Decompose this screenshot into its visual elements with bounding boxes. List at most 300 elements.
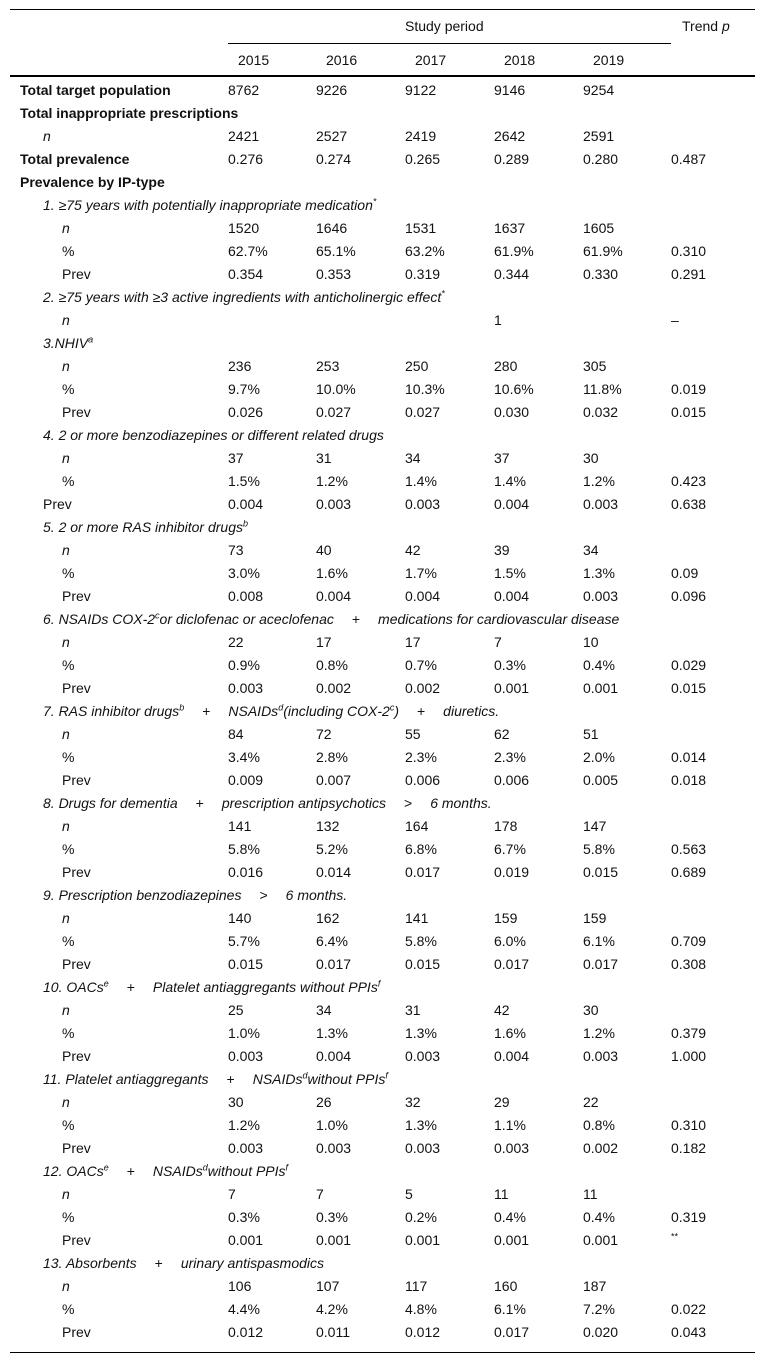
- year-value: 30: [583, 1001, 599, 1018]
- row-label: [10, 1159, 755, 1182]
- row-label: [10, 423, 755, 446]
- year-value: 0.003: [583, 495, 619, 512]
- label-text: %: [62, 380, 75, 397]
- year-value: 25: [228, 1001, 244, 1018]
- table-row: [10, 561, 755, 584]
- year-value: [405, 170, 494, 193]
- year-value: 0.004: [316, 587, 352, 604]
- year-value: 7: [494, 633, 502, 650]
- row-label: [10, 515, 755, 538]
- year-value: 0.353: [316, 265, 352, 282]
- label-text: 3.NHIV: [43, 334, 89, 351]
- year-value: 1: [494, 311, 502, 328]
- year-value: 0.009: [228, 771, 264, 788]
- row-label: [10, 561, 228, 584]
- trend-p-value: [671, 630, 755, 653]
- table-row: [10, 630, 755, 653]
- year-value: 0.017: [494, 1323, 530, 1340]
- row-label: [10, 124, 228, 147]
- trend-p-value: 0.487: [671, 150, 707, 167]
- year-value: [316, 101, 405, 124]
- row-label: [10, 469, 228, 492]
- label-text: %: [62, 242, 75, 259]
- table-row: [10, 722, 755, 745]
- label-text: Prev: [62, 265, 91, 282]
- footnote-mark: c: [155, 609, 160, 620]
- table-row: [10, 653, 755, 676]
- year-value: 117: [405, 1277, 428, 1294]
- year-value: 10.0%: [316, 380, 356, 397]
- year-value: 63.2%: [405, 242, 445, 259]
- trend-p-value: 0.043: [671, 1323, 707, 1340]
- study-period-underline: [228, 43, 671, 44]
- table-row: [10, 124, 755, 147]
- table-row: [10, 285, 755, 308]
- year-value: 0.344: [494, 265, 530, 282]
- table-row: [10, 308, 755, 331]
- label-text: Prev: [62, 863, 91, 880]
- row-label: [10, 285, 755, 308]
- operator-symbol: +: [416, 702, 426, 719]
- year-value: [316, 170, 405, 193]
- label-text: n: [62, 1093, 70, 1110]
- table-row: [10, 929, 755, 952]
- year-value: 10: [583, 633, 599, 650]
- label-text: %: [62, 656, 75, 673]
- row-label: [10, 400, 228, 423]
- year-value: 34: [583, 541, 599, 558]
- year-value: 0.3%: [316, 1208, 348, 1225]
- year-value: 0.4%: [583, 1208, 615, 1225]
- row-label: [10, 1297, 228, 1320]
- year-value: 65.1%: [316, 242, 356, 259]
- year-value: 0.004: [405, 587, 441, 604]
- year-value: 0.7%: [405, 656, 437, 673]
- year-value: 0.008: [228, 587, 264, 604]
- table-row: [10, 538, 755, 561]
- year-value: 11: [583, 1185, 598, 1202]
- label-text: n: [62, 817, 70, 834]
- year-value: 1.6%: [494, 1024, 526, 1041]
- label-text: Prev: [62, 403, 91, 420]
- year-value: 0.019: [494, 863, 530, 880]
- year-value: 2527: [316, 127, 348, 144]
- table-row: [10, 1205, 755, 1228]
- year-value: 10.3%: [405, 380, 445, 397]
- table-row: [10, 1021, 755, 1044]
- year-value: 280: [494, 357, 518, 374]
- table-row: [10, 1182, 755, 1205]
- year-value: 9122: [405, 81, 437, 98]
- table-row: [10, 814, 755, 837]
- trend-p-value: [671, 1090, 755, 1113]
- trend-p-value: [671, 998, 755, 1021]
- row-label: [10, 1205, 228, 1228]
- label-text: Prev: [62, 1323, 91, 1340]
- trend-p-value: [671, 1228, 755, 1251]
- trend-p-value: 0.308: [671, 955, 707, 972]
- label-text: n: [62, 909, 70, 926]
- year-value: 0.001: [583, 1231, 619, 1248]
- year-value: 0.005: [583, 771, 619, 788]
- year-value: 22: [583, 1093, 599, 1110]
- year-value: 0.014: [316, 863, 352, 880]
- year-value: 0.003: [405, 1139, 441, 1156]
- table-row: [10, 998, 755, 1021]
- year-value: 305: [583, 357, 607, 374]
- row-label: [10, 607, 755, 630]
- operator-symbol: +: [202, 702, 211, 719]
- operator-symbol: +: [154, 1254, 163, 1271]
- footnote-mark: d: [278, 701, 284, 712]
- label-text: Total inappropriate prescriptions: [20, 104, 239, 121]
- year-value: 32: [405, 1093, 421, 1110]
- year-value: 0.015: [405, 955, 441, 972]
- year-value: [316, 308, 405, 331]
- footnote-mark: *: [441, 287, 445, 298]
- year-value: 0.001: [494, 679, 530, 696]
- year-value: [583, 308, 671, 331]
- trend-p-value: 0.291: [671, 265, 707, 282]
- year-value: 22: [228, 633, 244, 650]
- year-value: 2.3%: [494, 748, 526, 765]
- table-row: [10, 699, 755, 722]
- table-row: [10, 469, 755, 492]
- year-value: 0.001: [316, 1231, 352, 1248]
- year-value: 29: [494, 1093, 510, 1110]
- table-row: [10, 952, 755, 975]
- year-value: 0.2%: [405, 1208, 437, 1225]
- table-row: [10, 768, 755, 791]
- year-value: 26: [316, 1093, 332, 1110]
- table-row: [10, 975, 755, 998]
- row-label: [10, 998, 228, 1021]
- year-value: 0.004: [494, 1047, 530, 1064]
- year-value: 5: [405, 1185, 413, 1202]
- table-row: [10, 354, 755, 377]
- label-text: 5. 2 or more RAS inhibitor drugs: [43, 518, 243, 535]
- year-header: 2016: [326, 52, 358, 68]
- year-value: 2421: [228, 127, 260, 144]
- year-value: 1.5%: [228, 472, 260, 489]
- year-value: 42: [405, 541, 421, 558]
- label-text: (including COX-2: [283, 702, 390, 719]
- label-text: NSAIDs: [252, 1070, 303, 1087]
- trend-p-value: [671, 1182, 755, 1205]
- year-value: 2.8%: [316, 748, 348, 765]
- trend-p-value: 0.015: [671, 403, 707, 420]
- year-value: 0.007: [316, 771, 352, 788]
- year-value: 0.003: [228, 1047, 264, 1064]
- year-value: 0.017: [583, 955, 619, 972]
- table-row: [10, 1067, 755, 1090]
- row-label: [10, 975, 755, 998]
- year-header: 2019: [593, 52, 625, 68]
- label-text: %: [62, 564, 75, 581]
- row-label: [10, 768, 228, 791]
- label-text: 10. OACs: [43, 978, 104, 995]
- year-value: 4.4%: [228, 1300, 260, 1317]
- row-label: [10, 147, 228, 170]
- row-label: [10, 216, 228, 239]
- year-value: 1.6%: [316, 564, 348, 581]
- bottom-rule: [10, 1352, 755, 1353]
- year-value: 1.3%: [316, 1024, 348, 1041]
- label-text: n: [62, 311, 70, 328]
- row-label: [10, 1274, 228, 1297]
- trend-p-value: 0.638: [671, 495, 707, 512]
- table-row: [10, 676, 755, 699]
- year-value: 0.017: [494, 955, 530, 972]
- label-text: Platelet antiaggregants without PPIs: [152, 978, 378, 995]
- row-label: [10, 952, 228, 975]
- table-row: [10, 1090, 755, 1113]
- row-label: [10, 239, 228, 262]
- row-label: [10, 1067, 755, 1090]
- footnote-mark: f: [377, 977, 381, 988]
- year-value: 11: [494, 1185, 509, 1202]
- year-value: 3.0%: [228, 564, 260, 581]
- year-value: 62.7%: [228, 242, 268, 259]
- year-value: 0.003: [494, 1139, 530, 1156]
- year-value: 39: [494, 541, 510, 558]
- label-text: n: [62, 725, 70, 742]
- year-value: 9.7%: [228, 380, 260, 397]
- trend-p-value: [671, 1274, 755, 1297]
- row-label: [10, 446, 228, 469]
- year-value: 17: [316, 633, 332, 650]
- trend-p-value: 0.689: [671, 863, 707, 880]
- year-value: 5.8%: [405, 932, 437, 949]
- year-value: 0.006: [405, 771, 441, 788]
- year-value: [583, 101, 671, 124]
- year-value: 10.6%: [494, 380, 534, 397]
- footnote-mark: **: [671, 1230, 679, 1241]
- table-row: [10, 791, 755, 814]
- row-label: [10, 78, 228, 101]
- year-value: 1.3%: [405, 1024, 437, 1041]
- year-value: 4.2%: [316, 1300, 348, 1317]
- trend-p-value: [671, 814, 755, 837]
- trend-p-value: [671, 354, 755, 377]
- footnote-mark: c: [389, 701, 395, 712]
- label-text: Prev: [62, 1231, 91, 1248]
- year-value: 30: [583, 449, 599, 466]
- study-period-header: Study period: [405, 18, 484, 34]
- year-header: 2015: [238, 52, 270, 68]
- year-value: 0.003: [228, 1139, 264, 1156]
- year-value: 9254: [583, 81, 615, 98]
- row-label: [10, 814, 228, 837]
- trend-p-header: Trend p: [682, 18, 730, 34]
- trend-p-value: [671, 170, 755, 193]
- row-label: [10, 262, 228, 285]
- operator-symbol: >: [404, 794, 413, 811]
- year-value: 107: [316, 1277, 340, 1294]
- row-label: [10, 354, 228, 377]
- label-text: without PPIs: [307, 1070, 386, 1087]
- year-value: [405, 101, 494, 124]
- trend-p-value: [671, 906, 755, 929]
- year-value: 253: [316, 357, 340, 374]
- year-value: 17: [405, 633, 421, 650]
- year-value: 11.8%: [583, 380, 622, 397]
- label-text: Prev: [62, 771, 91, 788]
- year-value: 1.4%: [494, 472, 526, 489]
- year-value: 0.265: [405, 150, 441, 167]
- row-label: [10, 1182, 228, 1205]
- year-value: 0.003: [583, 1047, 619, 1064]
- year-value: 0.004: [494, 587, 530, 604]
- year-value: 30: [228, 1093, 244, 1110]
- year-value: 72: [316, 725, 332, 742]
- year-value: 0.017: [405, 863, 441, 880]
- year-value: 2.3%: [405, 748, 437, 765]
- year-value: [494, 170, 583, 193]
- row-label: [10, 308, 228, 331]
- year-value: 0.4%: [494, 1208, 526, 1225]
- label-text: Total prevalence: [20, 150, 130, 167]
- year-value: [583, 170, 671, 193]
- year-value: 0.004: [228, 495, 264, 512]
- year-value: 0.030: [494, 403, 530, 420]
- trend-p-value: 0.014: [671, 748, 707, 765]
- row-label: [10, 653, 228, 676]
- year-value: 0.027: [405, 403, 441, 420]
- row-label: [10, 538, 228, 561]
- trend-p-value: [671, 216, 755, 239]
- label-text: 9. Prescription benzodiazepines: [43, 886, 242, 903]
- label-text: without PPIs: [207, 1162, 286, 1179]
- table-row: [10, 515, 755, 538]
- year-value: 0.001: [583, 679, 619, 696]
- year-value: 141: [228, 817, 252, 834]
- year-value: 0.4%: [583, 656, 615, 673]
- year-value: 6.8%: [405, 840, 437, 857]
- year-value: 162: [316, 909, 340, 926]
- year-value: 0.330: [583, 265, 619, 282]
- label-text: 7. RAS inhibitor drugs: [43, 702, 180, 719]
- table-row: [10, 1251, 755, 1274]
- trend-p-value: 0.563: [671, 840, 707, 857]
- table-row: [10, 170, 755, 193]
- year-value: 42: [494, 1001, 510, 1018]
- year-value: 147: [583, 817, 607, 834]
- year-value: 1.4%: [405, 472, 437, 489]
- label-text: %: [62, 472, 75, 489]
- label-text: Prev: [62, 1047, 91, 1064]
- year-value: 0.003: [316, 1139, 352, 1156]
- table-row: [10, 1228, 755, 1251]
- year-value: 2419: [405, 127, 437, 144]
- year-value: 55: [405, 725, 421, 742]
- label-text: prescription antipsychotics: [221, 794, 386, 811]
- year-value: 1.7%: [405, 564, 437, 581]
- label-text: n: [62, 633, 70, 650]
- label-text: 1. ≥75 years with potentially inappropriate medication: [43, 196, 373, 213]
- year-value: 141: [405, 909, 429, 926]
- year-value: 0.280: [583, 150, 619, 167]
- year-value: 0.026: [228, 403, 264, 420]
- footnote-mark: d: [302, 1069, 308, 1080]
- table-row: [10, 377, 755, 400]
- label-text: n: [62, 219, 70, 236]
- label-text: n: [62, 357, 70, 374]
- table-row: [10, 1113, 755, 1136]
- footnote-mark: a: [88, 333, 94, 344]
- trend-p-value: [671, 722, 755, 745]
- footnote-mark: d: [202, 1161, 208, 1172]
- year-value: 5.7%: [228, 932, 260, 949]
- label-text: 13. Absorbents: [43, 1254, 137, 1271]
- row-label: [10, 860, 228, 883]
- year-value: 1.0%: [228, 1024, 260, 1041]
- year-value: 1.5%: [494, 564, 526, 581]
- trend-p-value: 0.182: [671, 1139, 707, 1156]
- year-value: 0.016: [228, 863, 264, 880]
- table-row: [10, 78, 755, 101]
- label-text: 4. 2 or more benzodiazepines or different related drugs: [43, 426, 384, 443]
- year-value: 9146: [494, 81, 526, 98]
- row-label: [10, 1021, 228, 1044]
- year-value: 6.1%: [583, 932, 615, 949]
- year-value: 0.001: [494, 1231, 530, 1248]
- label-text: or diclofenac or aceclofenac: [159, 610, 334, 627]
- year-value: 9226: [316, 81, 348, 98]
- label-text: Prev: [62, 1139, 91, 1156]
- footnote-mark: b: [179, 701, 185, 712]
- label-text: ): [394, 702, 399, 719]
- year-value: 40: [316, 541, 332, 558]
- row-label: [10, 377, 228, 400]
- year-value: 7: [228, 1185, 236, 1202]
- row-label: [10, 676, 228, 699]
- year-value: 187: [583, 1277, 607, 1294]
- year-value: 0.002: [316, 679, 352, 696]
- trend-p-value: 0.709: [671, 932, 707, 949]
- year-value: 0.276: [228, 150, 264, 167]
- year-value: 2642: [494, 127, 526, 144]
- year-value: 0.002: [583, 1139, 619, 1156]
- year-value: 0.274: [316, 150, 352, 167]
- label-text: Prev: [62, 587, 91, 604]
- footnote-mark: f: [285, 1161, 289, 1172]
- year-value: 0.289: [494, 150, 530, 167]
- year-value: 6.1%: [494, 1300, 526, 1317]
- table-row: [10, 101, 755, 124]
- row-label: [10, 1136, 228, 1159]
- year-value: 0.012: [228, 1323, 264, 1340]
- year-value: 0.004: [316, 1047, 352, 1064]
- year-value: [405, 308, 494, 331]
- operator-symbol: +: [126, 978, 135, 995]
- year-value: 5.8%: [583, 840, 615, 857]
- label-text: NSAIDs: [152, 1162, 203, 1179]
- row-label: [10, 1044, 228, 1067]
- trend-p-value: 0.022: [671, 1300, 707, 1317]
- header-rule: [10, 75, 755, 77]
- year-value: 1605: [583, 219, 615, 236]
- year-value: 1637: [494, 219, 526, 236]
- year-value: 1.1%: [494, 1116, 526, 1133]
- trend-p-value: 0.029: [671, 656, 707, 673]
- year-value: 31: [316, 449, 332, 466]
- footnote-mark: f: [385, 1069, 388, 1080]
- year-value: 61.9%: [494, 242, 534, 259]
- label-text: 6 months.: [285, 886, 348, 903]
- year-value: 2591: [583, 127, 615, 144]
- table-row: [10, 216, 755, 239]
